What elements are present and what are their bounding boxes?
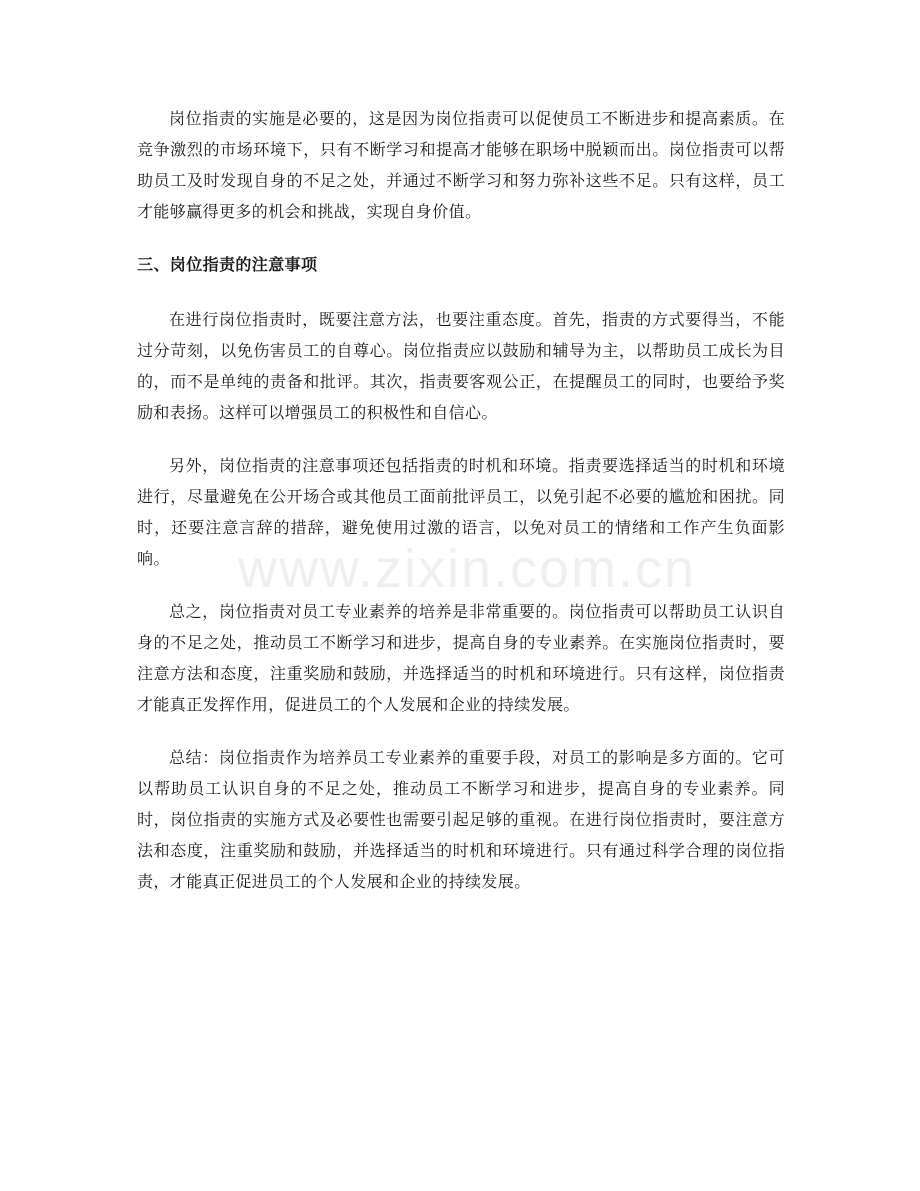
paragraph-summary: 总结：岗位指责作为培养员工专业素养的重要手段，对员工的影响是多方面的。它可以帮助员工认识自身的不足之处，推动员工不断学习和进步，提高自身的专业素养。同时，岗位指责的实施方式及必要性也需要引起足够的重视。在进行岗位指责时，要注意方法和态度，注重奖励和鼓励，并选择适当的时机和环境进行。只有通过科学合理的岗位指责，才能真正促进员工的个人发展和企业的持续发展。	[137, 748, 785, 891]
document-body	[137, 103, 785, 919]
section-heading-precautions: 三、岗位指责的注意事项	[137, 255, 318, 274]
paragraph-conclusion: 总之，岗位指责对员工专业素养的培养是非常重要的。岗位指责可以帮助员工认识自身的不足之处，推动员工不断学习和进步，提高自身的专业素养。在实施岗位指责时，要注意方法和态度，注重奖励和鼓励，并选择适当的时机和环境进行。只有这样，岗位指责才能真正发挥作用，促进员工的个人发展和企业的持续发展。	[137, 602, 785, 714]
paragraph-timing-environment: 另外，岗位指责的注意事项还包括指责的时机和环境。指责要选择适当的时机和环境进行，尽量避免在公开场合或其他员工面前批评员工，以免引起不必要的尴尬和困扰。同时，还要注意言辞的措辞，避免使用过激的语言，以免对员工的情绪和工作产生负面影响。	[137, 456, 785, 568]
watermark-text: www.zixin.com.cn	[238, 539, 697, 599]
paragraph-implementation-necessity: 岗位指责的实施是必要的，这是因为岗位指责可以促使员工不断进步和提高素质。在竞争激烈的市场环境下，只有不断学习和提高才能够在职场中脱颖而出。岗位指责可以帮助员工及时发现自身的不足之处，并通过不断学习和努力弥补这些不足。只有这样，员工才能够赢得更多的机会和挑战，实现自身价值。	[137, 109, 785, 221]
paragraph-method-attitude: 在进行岗位指责时，既要注意方法，也要注重态度。首先，指责的方式要得当，不能过分苛刻，以免伤害员工的自尊心。岗位指责应以鼓励和辅导为主，以帮助员工成长为目的，而不是单纯的责备和批评。其次，指责要客观公正，在提醒员工的同时，也要给予奖励和表扬。这样可以增强员工的积极性和自信心。	[137, 310, 785, 422]
